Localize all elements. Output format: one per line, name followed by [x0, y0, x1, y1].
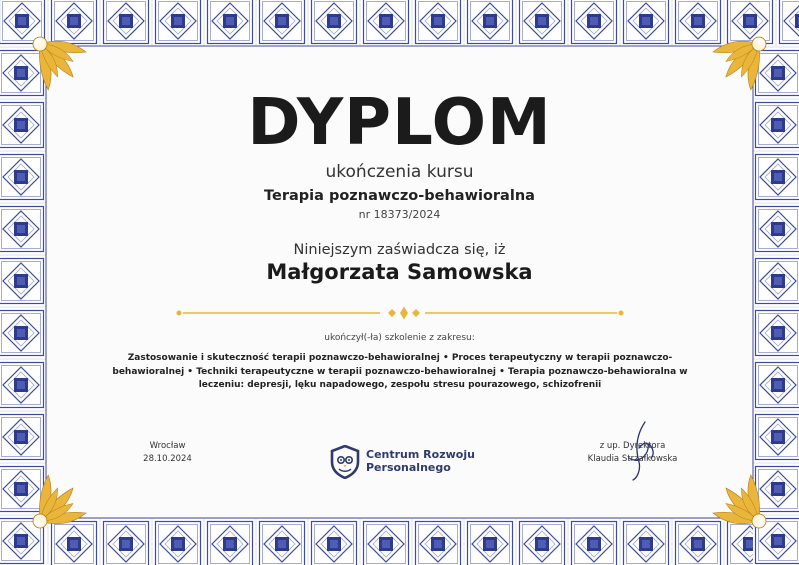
course-topics: Zastosowanie i skuteczność terapii poznawczo-behawioralnej • Proces terapeutyczny w terapii poznawczo-behawioralnej • Techniki terapeutyczne w terapii poznawczo-behawioralnej • Terapia poznawczo-behawioralna w leczeniu: depresji, lęku napadowego, zespołu stresu pourazowego, schizofrenii — [112, 353, 688, 390]
border-tile — [0, 412, 46, 462]
border-tile — [673, 0, 723, 46]
border-tile — [309, 0, 359, 46]
border-tile — [517, 519, 567, 565]
border-tile — [621, 519, 671, 565]
logo-line-1: Centrum Rozwoju — [366, 448, 475, 461]
organization-logo — [330, 445, 480, 479]
border-tile — [49, 0, 99, 46]
certificate-number: nr 18373/2024 — [358, 208, 441, 221]
completed-text: ukończył(-ła) szkolenie z zakresu: — [324, 333, 475, 343]
border-tile — [153, 519, 203, 565]
border-tile — [101, 519, 151, 565]
certificate-subtitle: ukończenia kursu — [325, 162, 474, 182]
issue-date: 28.10.2024 — [143, 454, 192, 464]
border-tile — [0, 464, 46, 514]
border-tile — [101, 0, 151, 46]
recipient-name: Małgorzata Samowska — [266, 260, 533, 284]
border-tile — [753, 412, 799, 462]
border-tile — [309, 519, 359, 565]
border-tile — [361, 0, 411, 46]
border-tile — [517, 0, 567, 46]
border-tile — [205, 0, 255, 46]
border-tile — [413, 519, 463, 565]
gold-divider — [175, 305, 625, 321]
border-tile — [777, 0, 799, 46]
signatory-role: z up. Dyrektora — [599, 441, 666, 451]
border-tile — [621, 0, 671, 46]
border-tile — [465, 519, 515, 565]
border-tile — [413, 0, 463, 46]
certify-text: Niniejszym zaświadcza się, iż — [293, 242, 506, 258]
border-tile — [569, 0, 619, 46]
logo-line-2: Personalnego — [366, 460, 451, 474]
border-tile — [361, 519, 411, 565]
border-tile — [0, 360, 46, 410]
handwritten-signature — [615, 418, 665, 482]
border-tile — [569, 519, 619, 565]
owl-shield-icon — [330, 445, 360, 479]
course-name: Terapia poznawczo-behawioralna — [264, 188, 535, 204]
border-tile — [49, 519, 99, 565]
border-tile — [465, 0, 515, 46]
signatory-name: Klaudia Strzałkowska — [587, 454, 678, 464]
border-tile — [153, 0, 203, 46]
border-tile — [205, 519, 255, 565]
border-tile — [257, 519, 307, 565]
border-tile — [725, 0, 775, 46]
border-tile — [753, 360, 799, 410]
border-tile — [257, 0, 307, 46]
border-tile — [753, 464, 799, 514]
border-tile — [673, 519, 723, 565]
city: Wrocław — [149, 441, 186, 451]
certificate-title: DYPLOM — [247, 86, 552, 160]
